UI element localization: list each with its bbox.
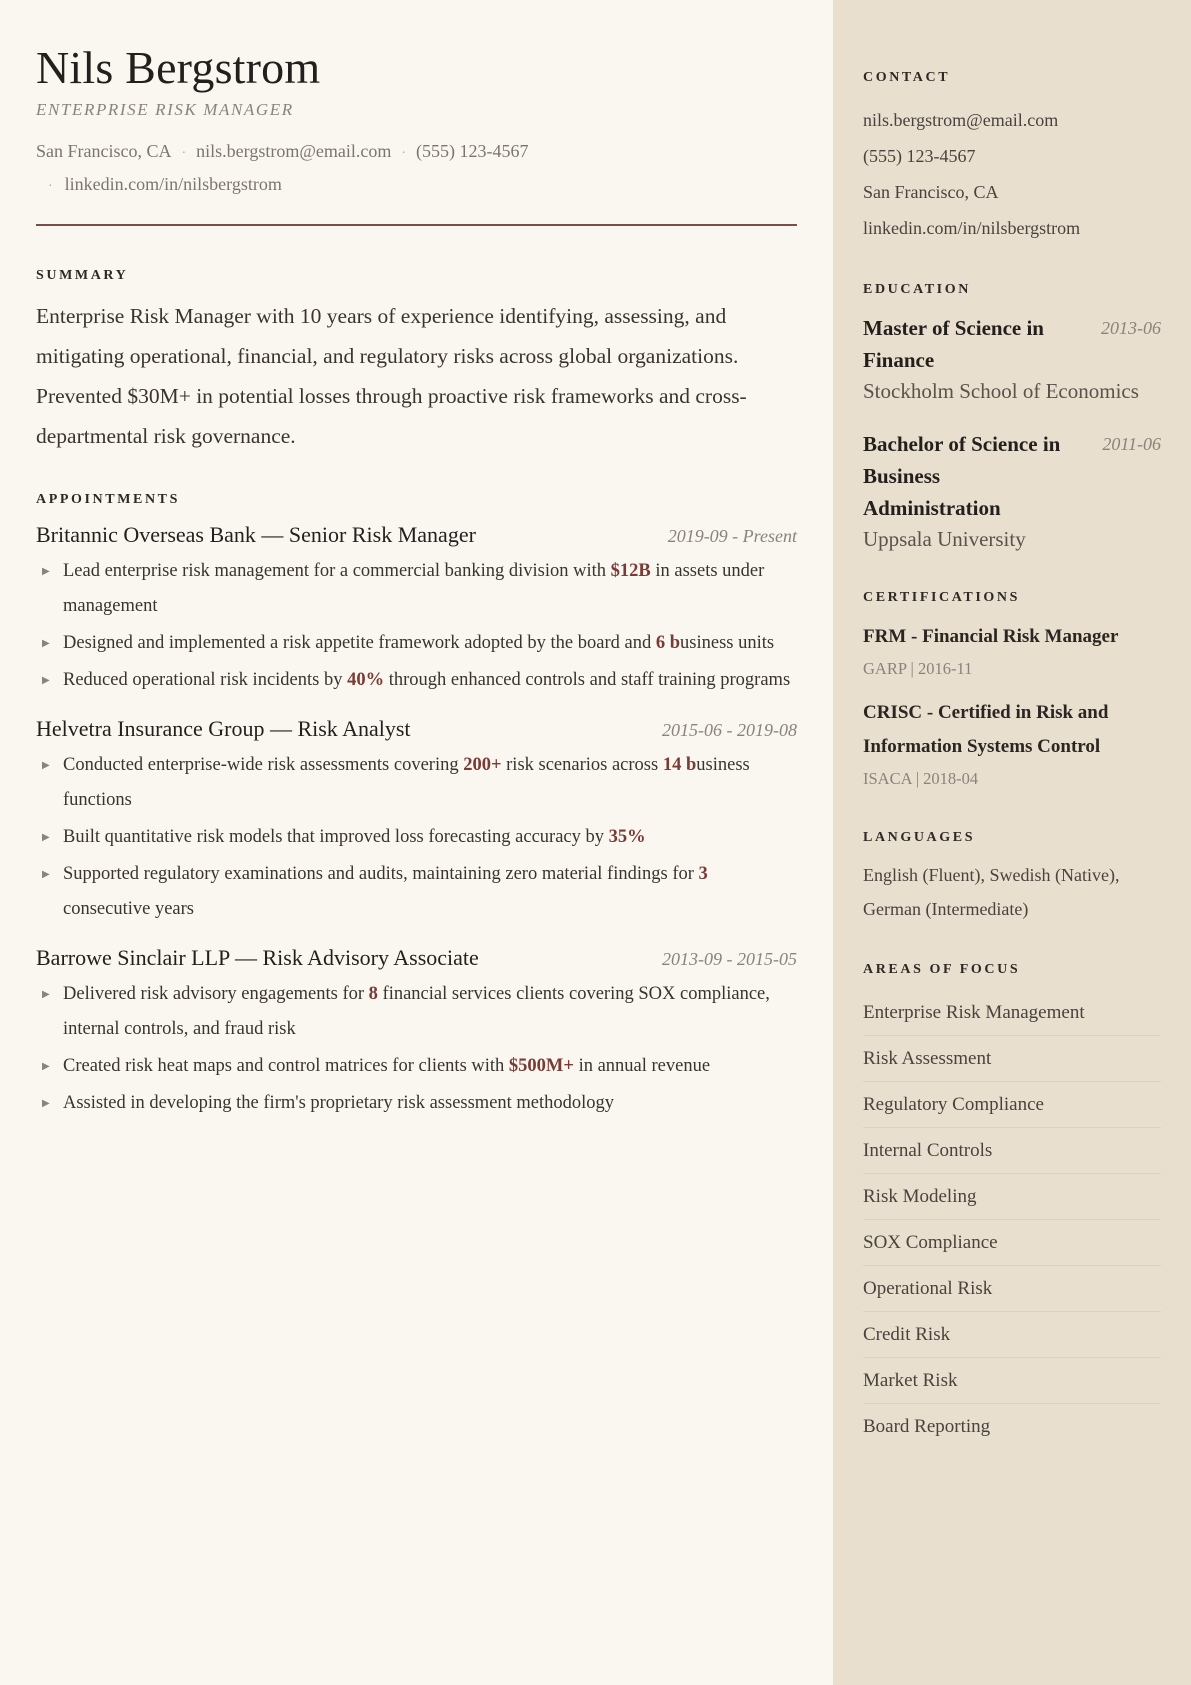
summary-text: Enterprise Risk Manager with 10 years of experience identifying, assessing, and mitigating operational, financial, and regulatory risks across global organizations. Prevented $30M+ in potential losses through proactive risk frameworks and cross-departmental risk governance. — [36, 304, 747, 448]
education-school: Stockholm School of Economics — [863, 379, 1139, 403]
bullet-item — [36, 1049, 797, 1084]
bullet-text: consecutive years — [63, 899, 194, 919]
triangle-bullet-icon: ▶ — [42, 869, 50, 880]
focus-item: Internal Controls — [863, 1128, 1161, 1174]
bullet-text: Designed and implemented a risk appetite framework adopted by the board and — [63, 633, 656, 653]
focus-item: Regulatory Compliance — [863, 1082, 1161, 1128]
job-bullets — [36, 977, 797, 1121]
focus-item: Market Risk — [863, 1358, 1161, 1404]
candidate-role: ENTERPRISE RISK MANAGER — [36, 100, 294, 119]
separator-dot: · — [401, 146, 407, 161]
bullet-text: Conducted enterprise-wide risk assessments covering — [63, 755, 464, 775]
triangle-bullet-icon: ▶ — [42, 760, 50, 771]
bullet-item — [36, 748, 797, 818]
job-title: Helvetra Insurance Group — Risk Analyst — [36, 716, 411, 741]
header-location: San Francisco, CA — [36, 141, 172, 161]
bullet-text: usiness functions — [63, 755, 750, 810]
triangle-bullet-icon: ▶ — [42, 832, 50, 843]
bullet-item — [36, 1086, 797, 1121]
bullet-highlight: 40% — [347, 670, 385, 690]
focus-item: SOX Compliance — [863, 1220, 1161, 1266]
bullet-text: in assets under management — [63, 561, 765, 616]
bullet-highlight: 200+ — [463, 755, 502, 775]
bullet-text: through enhanced controls and staff training programs — [384, 670, 791, 690]
education-entry — [863, 312, 1161, 406]
certification-entry — [863, 620, 1161, 684]
bullet-text: Built quantitative risk models that improved loss forecasting accuracy by — [63, 827, 609, 847]
bullet-item — [36, 857, 797, 927]
contact-linkedin[interactable]: linkedin.com/in/nilsbergstrom — [863, 218, 1081, 238]
job-header — [36, 522, 797, 548]
bullet-text: financial services clients covering SOX compliance, internal controls, and fraud risk — [63, 984, 770, 1039]
focus-item: Board Reporting — [863, 1416, 991, 1437]
bullet-text: Lead enterprise risk management for a commercial banking division with — [63, 561, 611, 581]
certification-name: FRM - Financial Risk Manager — [863, 626, 1119, 647]
summary-title: SUMMARY — [36, 268, 129, 283]
bullet-highlight: 6 b — [655, 633, 681, 653]
contact-email[interactable]: nils.bergstrom@email.com — [863, 110, 1059, 130]
languages-title: LANGUAGES — [863, 830, 976, 845]
contact-list — [863, 102, 1161, 246]
education-header — [863, 428, 1161, 524]
focus-list — [863, 990, 1161, 1449]
certification-entry — [863, 696, 1161, 794]
job-entry — [36, 945, 797, 1121]
header-divider — [36, 224, 797, 226]
bullet-item — [36, 977, 797, 1047]
header-email[interactable]: nils.bergstrom@email.com — [196, 141, 392, 161]
job-date: 2019-09 - Present — [667, 526, 797, 546]
certifications-list — [863, 620, 1161, 794]
certification-issuer: GARP | 2016-11 — [863, 659, 973, 678]
sidebar — [833, 0, 1191, 1685]
bullet-text: Supported regulatory examinations and audits, maintaining zero material findings for — [63, 864, 699, 884]
education-degree: Master of Science in Finance — [863, 316, 1044, 372]
bullet-text: Created risk heat maps and control matrices for clients with — [63, 1056, 509, 1076]
bullet-highlight: $500M+ — [508, 1056, 574, 1076]
header-phone[interactable]: (555) 123-4567 — [416, 141, 529, 161]
certifications-title: CERTIFICATIONS — [863, 590, 1021, 605]
languages-text: English (Fluent), Swedish (Native), German (Intermediate) — [863, 865, 1120, 919]
job-title: Barrowe Sinclair LLP — Risk Advisory Associate — [36, 945, 479, 970]
job-title: Britannic Overseas Bank — Senior Risk Manager — [36, 522, 476, 547]
bullet-text: Reduced operational risk incidents by — [63, 670, 348, 690]
contact-phone[interactable]: (555) 123-4567 — [863, 146, 976, 166]
education-entry — [863, 428, 1161, 554]
appointments-title: APPOINTMENTS — [36, 492, 180, 507]
bullet-text: usiness units — [680, 633, 775, 653]
bullet-item — [36, 554, 797, 624]
contact-title: CONTACT — [863, 70, 951, 85]
focus-item: Operational Risk — [863, 1266, 1161, 1312]
focus-item: Risk Assessment — [863, 1036, 1161, 1082]
job-entry — [36, 716, 797, 927]
education-degree: Bachelor of Science in Business Administration — [863, 432, 1061, 520]
bullet-text: risk scenarios across — [501, 755, 663, 775]
bullet-item — [36, 626, 797, 661]
appointments-list — [36, 522, 797, 1121]
job-date: 2013-09 - 2015-05 — [662, 949, 797, 969]
focus-title: AREAS OF FOCUS — [863, 962, 1021, 977]
bullet-highlight: $12B — [610, 561, 651, 581]
bullet-highlight: 14 b — [662, 755, 697, 775]
header-linkedin[interactable]: linkedin.com/in/nilsbergstrom — [64, 174, 282, 194]
triangle-bullet-icon: ▶ — [42, 638, 50, 649]
bullet-highlight: 35% — [608, 827, 646, 847]
certification-issuer: ISACA | 2018-04 — [863, 769, 979, 788]
triangle-bullet-icon: ▶ — [42, 675, 50, 686]
education-date: 2011-06 — [1102, 434, 1161, 454]
bullet-text: Delivered risk advisory engagements for — [63, 984, 369, 1004]
bullet-highlight: 3 — [698, 864, 708, 884]
bullet-text: Assisted in developing the firm's proprietary risk assessment methodology — [63, 1093, 615, 1113]
education-school: Uppsala University — [863, 527, 1026, 551]
triangle-bullet-icon: ▶ — [42, 1098, 50, 1109]
separator-dot: · — [181, 146, 187, 161]
education-title: EDUCATION — [863, 282, 971, 297]
education-date: 2013-06 — [1101, 318, 1161, 338]
job-bullets — [36, 748, 797, 927]
education-header — [863, 312, 1161, 376]
job-header — [36, 716, 797, 742]
contact-location: San Francisco, CA — [863, 182, 999, 202]
triangle-bullet-icon: ▶ — [42, 1061, 50, 1072]
bullet-highlight: 8 — [368, 984, 378, 1004]
candidate-name: Nils Bergstrom — [36, 42, 321, 93]
bullet-item — [36, 663, 797, 698]
job-entry — [36, 522, 797, 698]
job-date: 2015-06 - 2019-08 — [662, 720, 797, 740]
focus-item: Risk Modeling — [863, 1174, 1161, 1220]
bullet-item — [36, 820, 797, 855]
education-list — [863, 312, 1161, 554]
header-contact-line — [36, 136, 797, 202]
triangle-bullet-icon: ▶ — [42, 989, 50, 1000]
job-bullets — [36, 554, 797, 698]
focus-item: Enterprise Risk Management — [863, 990, 1161, 1036]
triangle-bullet-icon: ▶ — [42, 566, 50, 577]
separator-dot: · — [48, 179, 53, 194]
job-header — [36, 945, 797, 971]
focus-item: Credit Risk — [863, 1312, 1161, 1358]
certification-name: CRISC - Certified in Risk and Information Systems Control — [863, 702, 1109, 757]
bullet-text: in annual revenue — [573, 1056, 711, 1076]
